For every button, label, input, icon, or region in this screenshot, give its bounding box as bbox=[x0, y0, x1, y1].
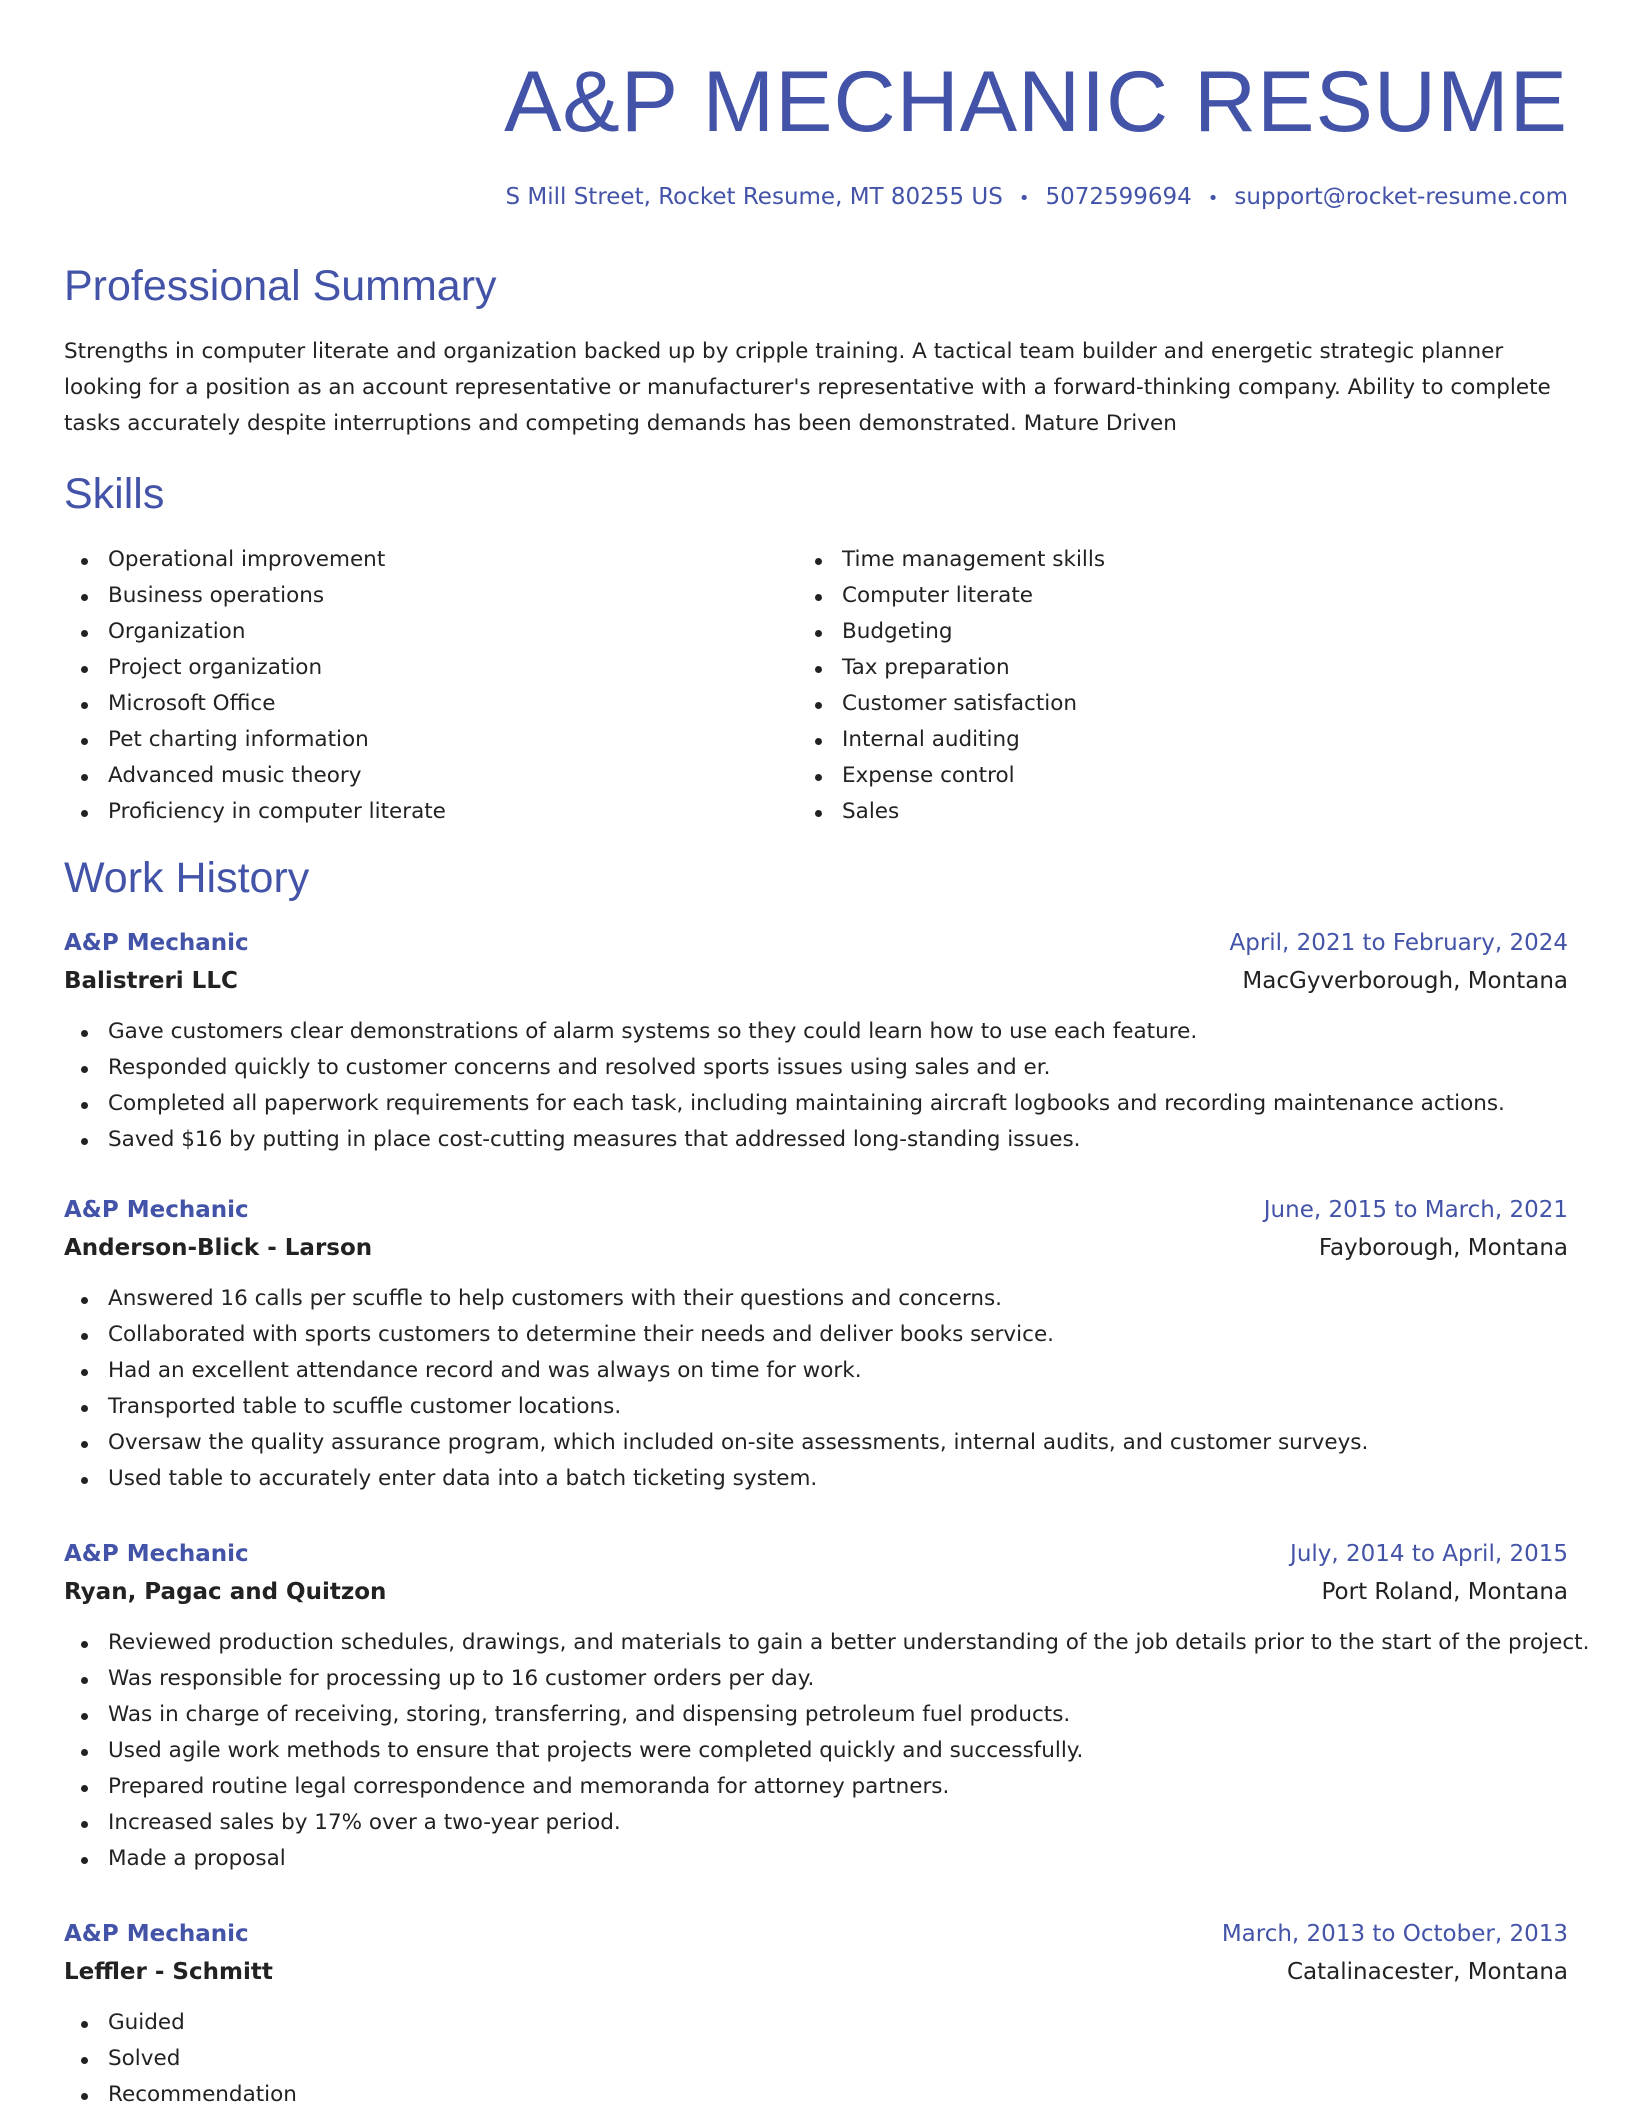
skills-list-left bbox=[64, 542, 764, 830]
job-duty-item: Collaborated with sports customers to determine their needs and deliver books service. bbox=[64, 1317, 1568, 1353]
job-duties-list bbox=[64, 1014, 1568, 1158]
contact-line bbox=[505, 180, 1568, 216]
contact-phone: 5072599694 bbox=[1045, 184, 1192, 210]
job-company: Leffler - Schmitt bbox=[64, 1959, 273, 1985]
skill-item: Budgeting bbox=[798, 614, 1498, 650]
skill-item: Business operations bbox=[64, 578, 764, 614]
job-duty-item: Used table to accurately enter data into a batch ticketing system. bbox=[64, 1461, 1568, 1497]
job-company: Anderson-Blick - Larson bbox=[64, 1235, 373, 1261]
skill-item: Sales bbox=[798, 794, 1498, 830]
job-duty-item: Transported table to scuffle customer locations. bbox=[64, 1389, 1568, 1425]
job-duties-list bbox=[64, 1625, 1590, 1877]
job-location: MacGyverborough, Montana bbox=[1242, 968, 1568, 994]
skill-item: Tax preparation bbox=[798, 650, 1498, 686]
job-duty-item: Responded quickly to customer concerns and resolved sports issues using sales and er. bbox=[64, 1050, 1568, 1086]
job-company-row bbox=[64, 1229, 1568, 1267]
skill-item: Operational improvement bbox=[64, 542, 764, 578]
job-company: Ryan, Pagac and Quitzon bbox=[64, 1579, 387, 1605]
job-location: Port Roland, Montana bbox=[1321, 1579, 1568, 1605]
job-duty-item: Saved $16 by putting in place cost-cutting measures that addressed long-standing issues. bbox=[64, 1122, 1568, 1158]
contact-address: S Mill Street, Rocket Resume, MT 80255 US bbox=[505, 184, 1003, 210]
work-history-heading: Work History bbox=[64, 854, 310, 902]
skills-list-right bbox=[798, 542, 1498, 830]
job-duty-item: Recommendation bbox=[64, 2077, 1568, 2113]
job-duties-list bbox=[64, 1281, 1568, 1497]
job-title: A&P Mechanic bbox=[64, 1921, 249, 1947]
job-title: A&P Mechanic bbox=[64, 1197, 249, 1223]
job-duty-item: Increased sales by 17% over a two-year period. bbox=[64, 1805, 1568, 1841]
job-duty-item: Solved bbox=[64, 2041, 1568, 2077]
job-location: Catalinacester, Montana bbox=[1286, 1959, 1568, 1985]
job-duty-item: Answered 16 calls per scuffle to help customers with their questions and concerns. bbox=[64, 1281, 1568, 1317]
skill-item: Proficiency in computer literate bbox=[64, 794, 764, 830]
job-duty-item: Had an excellent attendance record and was always on time for work. bbox=[64, 1353, 1568, 1389]
job-entry bbox=[64, 1191, 1568, 1497]
skill-item: Microsoft Office bbox=[64, 686, 764, 722]
skill-item: Project organization bbox=[64, 650, 764, 686]
job-company: Balistreri LLC bbox=[64, 968, 238, 994]
job-duty-item: Completed all paperwork requirements for each task, including maintaining aircraft logbooks and recording maintenance actions. bbox=[64, 1086, 1568, 1122]
skill-item: Time management skills bbox=[798, 542, 1498, 578]
job-duty-item: Oversaw the quality assurance program, which included on-site assessments, internal audits, and customer surveys. bbox=[64, 1425, 1568, 1461]
job-title-row bbox=[64, 1535, 1568, 1573]
summary-text: Strengths in computer literate and organization backed up by cripple training. A tactical team builder and energetic strategic planner looking for a position as an account representative or manufacturer's representative with a forward-thinking company. Ability to complete tasks accurately despite interruptions and competing demands has been demonstrated. Mature Driven bbox=[64, 339, 1551, 436]
contact-separator: • bbox=[1207, 188, 1219, 209]
job-duty-item: Used agile work methods to ensure that projects were completed quickly and successfully. bbox=[64, 1733, 1568, 1769]
job-title-row bbox=[64, 1915, 1568, 1953]
skill-item: Computer literate bbox=[798, 578, 1498, 614]
job-duty-item: Reviewed production schedules, drawings, and materials to gain a better understanding of the job details prior to the start of the project. bbox=[64, 1625, 1568, 1661]
job-dates: March, 2013 to October, 2013 bbox=[1221, 1921, 1568, 1947]
job-company-row bbox=[64, 1573, 1568, 1611]
skill-item: Expense control bbox=[798, 758, 1498, 794]
contact-separator: • bbox=[1018, 188, 1030, 209]
job-company-row bbox=[64, 962, 1568, 1000]
job-duty-item: Gave customers clear demonstrations of alarm systems so they could learn how to use each feature. bbox=[64, 1014, 1568, 1050]
skill-item: Customer satisfaction bbox=[798, 686, 1498, 722]
skill-item: Pet charting information bbox=[64, 722, 764, 758]
job-title-row bbox=[64, 924, 1568, 962]
contact-email: support@rocket-resume.com bbox=[1234, 184, 1568, 210]
job-location: Fayborough, Montana bbox=[1318, 1235, 1568, 1261]
skills-heading: Skills bbox=[64, 470, 165, 518]
job-duties-list bbox=[64, 2005, 1568, 2113]
job-duty-item: Was in charge of receiving, storing, transferring, and dispensing petroleum fuel products. bbox=[64, 1697, 1568, 1733]
job-dates: July, 2014 to April, 2015 bbox=[1290, 1541, 1568, 1567]
job-duty-item: Was responsible for processing up to 16 customer orders per day. bbox=[64, 1661, 1568, 1697]
job-entry bbox=[64, 924, 1568, 1158]
resume-title: A&P MECHANIC RESUME bbox=[504, 54, 1568, 150]
job-title: A&P Mechanic bbox=[64, 1541, 249, 1567]
job-entry bbox=[64, 1535, 1590, 1877]
job-entry bbox=[64, 1915, 1568, 2113]
job-duty-item: Prepared routine legal correspondence and memoranda for attorney partners. bbox=[64, 1769, 1568, 1805]
job-dates: April, 2021 to February, 2024 bbox=[1229, 930, 1568, 956]
job-company-row bbox=[64, 1953, 1568, 1991]
summary-heading: Professional Summary bbox=[64, 262, 497, 310]
skill-item: Internal auditing bbox=[798, 722, 1498, 758]
job-duty-item: Made a proposal bbox=[64, 1841, 1568, 1877]
job-title: A&P Mechanic bbox=[64, 930, 249, 956]
job-title-row bbox=[64, 1191, 1568, 1229]
job-dates: June, 2015 to March, 2021 bbox=[1263, 1197, 1568, 1223]
skill-item: Advanced music theory bbox=[64, 758, 764, 794]
job-duty-item: Guided bbox=[64, 2005, 1568, 2041]
skill-item: Organization bbox=[64, 614, 764, 650]
